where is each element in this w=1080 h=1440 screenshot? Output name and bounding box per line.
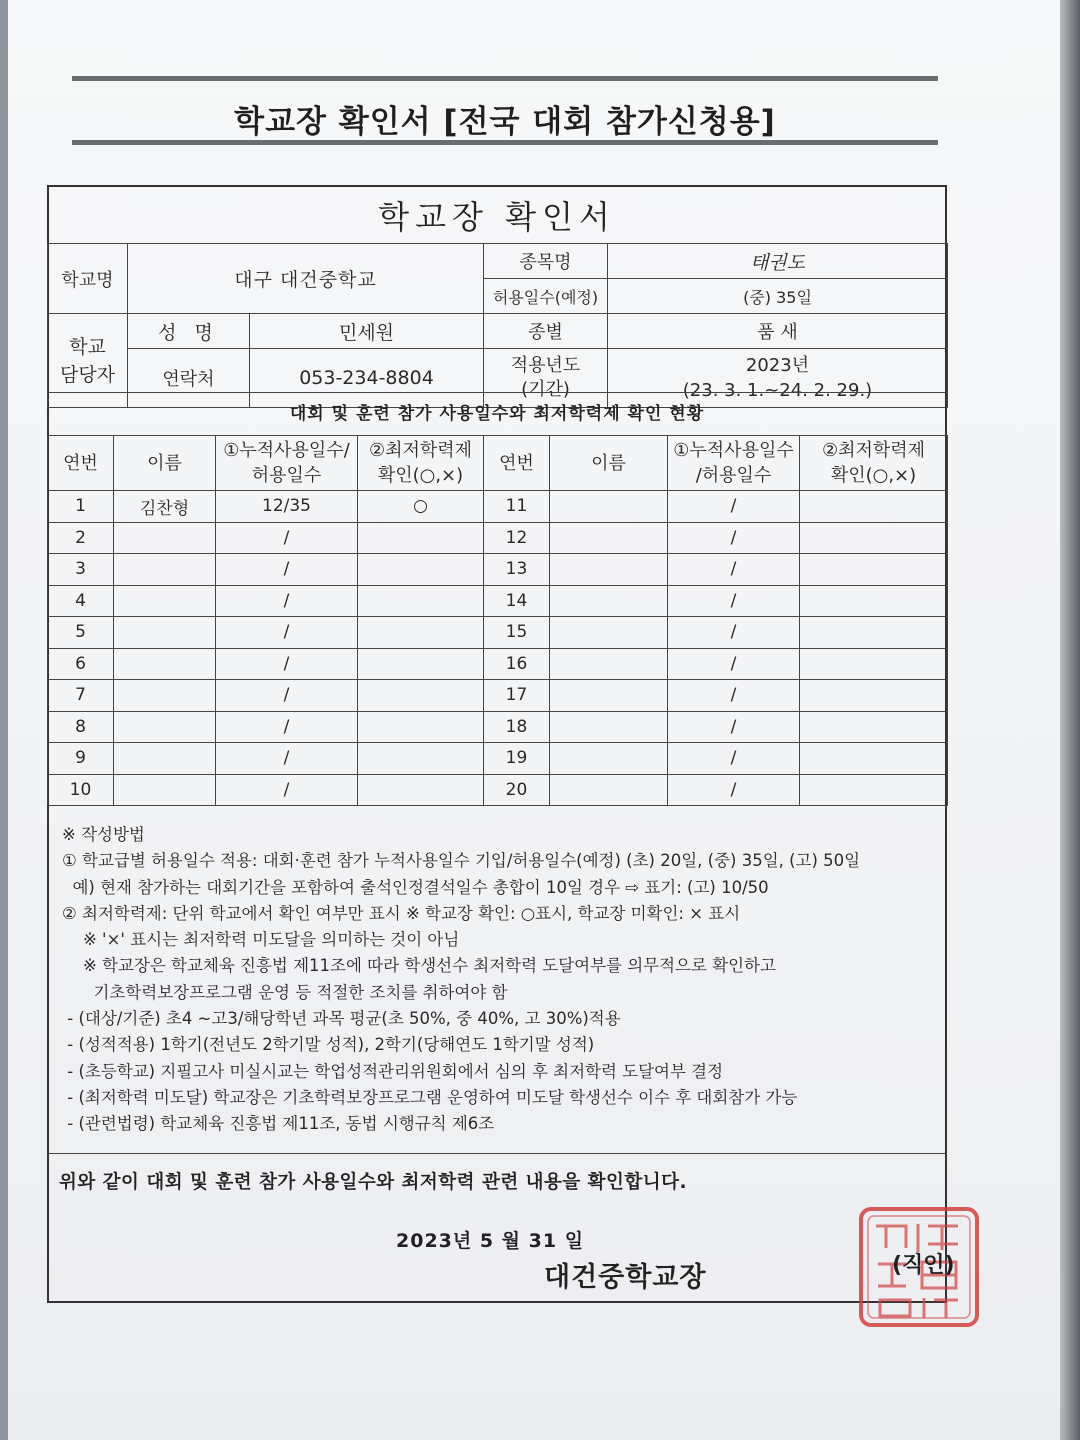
cell-left-days: 12/35 bbox=[216, 491, 358, 523]
cell-left-check bbox=[358, 680, 484, 712]
cell-right-no: 14 bbox=[484, 585, 550, 617]
table-row bbox=[48, 680, 948, 712]
header-academic: ②최저학력제 확인(○,×) bbox=[358, 436, 484, 491]
cell-left-name bbox=[114, 585, 216, 617]
cell-left-no: 5 bbox=[48, 617, 114, 649]
note-line: ※ 학교장은 학교체육 진흥법 제11조에 따라 학생선수 최저학력 도달여부를 의무적으로 확인하고 bbox=[62, 956, 776, 976]
cell-right-no: 18 bbox=[484, 711, 550, 743]
cell-right-check bbox=[800, 522, 948, 554]
cell-right-days: / bbox=[668, 554, 800, 586]
cell-right-name bbox=[550, 743, 668, 775]
cell-left-check bbox=[358, 711, 484, 743]
confirmation-text: 위와 같이 대회 및 훈련 참가 사용일수와 최저학력 관련 내용을 확인합니다. bbox=[59, 1172, 688, 1193]
cell-right-no: 16 bbox=[484, 648, 550, 680]
cell-left-name bbox=[114, 617, 216, 649]
cell-left-name bbox=[114, 743, 216, 775]
cell-left-no: 6 bbox=[48, 648, 114, 680]
school-label: 학교명 bbox=[48, 244, 128, 314]
header-days: ①누적사용일수 /허용일수 bbox=[668, 436, 800, 491]
cell-left-days: / bbox=[216, 554, 358, 586]
table-row bbox=[48, 554, 948, 586]
cell-left-no: 4 bbox=[48, 585, 114, 617]
cell-right-name bbox=[550, 774, 668, 806]
table-row bbox=[48, 617, 948, 649]
cell-left-name bbox=[114, 648, 216, 680]
cell-right-no: 15 bbox=[484, 617, 550, 649]
table-row bbox=[48, 491, 948, 523]
roster-table bbox=[47, 435, 948, 806]
cell-right-days: / bbox=[668, 491, 800, 523]
cell-right-check bbox=[800, 617, 948, 649]
cell-right-name bbox=[550, 491, 668, 523]
note-line: - (성적적용) 1학기(전년도 2학기말 성적), 2학기(당해연도 1학기말 성적) bbox=[62, 1035, 595, 1055]
cell-left-no: 2 bbox=[48, 522, 114, 554]
cell-right-name bbox=[550, 617, 668, 649]
info-table bbox=[47, 243, 948, 408]
cell-right-no: 12 bbox=[484, 522, 550, 554]
cell-left-days: / bbox=[216, 680, 358, 712]
cell-right-check bbox=[800, 554, 948, 586]
cell-right-no: 17 bbox=[484, 680, 550, 712]
cell-left-check bbox=[358, 554, 484, 586]
cell-right-days: / bbox=[668, 680, 800, 712]
cell-left-no: 9 bbox=[48, 743, 114, 775]
note-line: ※ 작성방법 bbox=[62, 825, 145, 844]
cell-left-days: / bbox=[216, 617, 358, 649]
cell-right-name bbox=[550, 585, 668, 617]
confirmation-row bbox=[47, 1153, 947, 1197]
cell-right-name bbox=[550, 711, 668, 743]
cell-right-name bbox=[550, 522, 668, 554]
cell-right-days: / bbox=[668, 522, 800, 554]
cell-left-check bbox=[358, 522, 484, 554]
cell-left-name bbox=[114, 554, 216, 586]
allowed-days-value: (중) 35일 bbox=[608, 279, 948, 314]
header-academic: ②최저학력제 확인(○,×) bbox=[800, 436, 948, 491]
note-line: - (최저학력 미도달) 학교장은 기초학력보장프로그램 운영하여 미도달 학생선수 이수 후 대회참가 가능 bbox=[62, 1087, 798, 1107]
note-line: 예) 현재 참가하는 대회기간을 포함하여 출석인정결석일수 총합이 10일 경우 ⇨ 표기: (고) 10/50 bbox=[62, 877, 769, 897]
cell-right-days: / bbox=[668, 774, 800, 806]
table-row bbox=[48, 648, 948, 680]
header-no: 연번 bbox=[484, 436, 550, 491]
period-label: 적용년도 (기간) bbox=[484, 349, 608, 408]
header-name: 이름 bbox=[550, 436, 668, 491]
cell-right-days: / bbox=[668, 743, 800, 775]
cell-right-days: / bbox=[668, 711, 800, 743]
header-days: ①누적사용일수/ 허용일수 bbox=[216, 436, 358, 491]
cell-right-name bbox=[550, 554, 668, 586]
cell-left-check: ○ bbox=[358, 491, 484, 523]
period-value: 2023년 (23. 3. 1.~24. 2. 29.) bbox=[608, 349, 948, 408]
header-name: 이름 bbox=[114, 436, 216, 491]
cell-left-name bbox=[114, 522, 216, 554]
name-value: 민세원 bbox=[250, 314, 484, 349]
manager-label: 학교 담당자 bbox=[48, 314, 128, 408]
event-label: 종목명 bbox=[484, 244, 608, 279]
cell-right-days: / bbox=[668, 648, 800, 680]
table-row bbox=[48, 711, 948, 743]
cell-right-check bbox=[800, 711, 948, 743]
note-line: ② 최저학력제: 단위 학교에서 확인 여부만 표시 ※ 학교장 확인: ○표시, 학교장 미확인: × 표시 bbox=[62, 903, 741, 923]
note-line: - (초등학교) 지필고사 미실시교는 학업성적관리위원회에서 심의 후 최저학력 도달여부 결정 bbox=[62, 1061, 724, 1081]
status-heading: 대회 및 훈련 참가 사용일수와 최저학력제 확인 현황 bbox=[47, 392, 947, 436]
type-label: 종별 bbox=[484, 314, 608, 349]
cell-left-days: / bbox=[216, 585, 358, 617]
cell-left-days: / bbox=[216, 711, 358, 743]
cell-right-no: 13 bbox=[484, 554, 550, 586]
cell-right-check bbox=[800, 491, 948, 523]
note-line: - (대상/기준) 초4 ~고3/해당학년 과목 평균(초 50%, 중 40%, 고 30%)적용 bbox=[62, 1009, 621, 1029]
issue-date: 2023년 5 월 31 일 bbox=[396, 1230, 585, 1252]
cell-left-no: 3 bbox=[48, 554, 114, 586]
table-row bbox=[48, 585, 948, 617]
notes-section bbox=[62, 822, 962, 1138]
cell-left-name bbox=[114, 711, 216, 743]
cell-right-check bbox=[800, 680, 948, 712]
principal-name: 대건중학교장 bbox=[544, 1262, 707, 1293]
event-value: 태권도 bbox=[608, 244, 948, 279]
cell-left-no: 8 bbox=[48, 711, 114, 743]
cell-left-name bbox=[114, 680, 216, 712]
header-rule-bottom bbox=[72, 140, 938, 145]
header-no: 연번 bbox=[48, 436, 114, 491]
cell-right-no: 20 bbox=[484, 774, 550, 806]
cell-left-check bbox=[358, 585, 484, 617]
note-line: 기초학력보장프로그램 운영 등 적절한 조치를 취하여야 함 bbox=[62, 982, 508, 1002]
cell-left-no: 1 bbox=[48, 491, 114, 523]
cell-left-check bbox=[358, 774, 484, 806]
note-line: ① 학교급별 허용일수 적용: 대회·훈련 참가 누적사용일수 기입/허용일수(예정) (초) 20일, (중) 35일, (고) 50일 bbox=[62, 851, 861, 871]
allowed-days-label: 허용일수(예정) bbox=[484, 279, 608, 314]
cell-right-no: 19 bbox=[484, 743, 550, 775]
cell-right-days: / bbox=[668, 585, 800, 617]
header-rule-top bbox=[72, 76, 938, 81]
cell-left-days: / bbox=[216, 522, 358, 554]
cell-right-name bbox=[550, 648, 668, 680]
cell-left-name: 김찬형 bbox=[114, 491, 216, 523]
cell-left-name bbox=[114, 774, 216, 806]
table-row bbox=[48, 743, 948, 775]
table-row bbox=[48, 522, 948, 554]
cell-right-check bbox=[800, 648, 948, 680]
cell-right-check bbox=[800, 585, 948, 617]
school-value: 대구 대건중학교 bbox=[128, 244, 484, 314]
note-line: ※ '×' 표시는 최저학력 미도달을 의미하는 것이 아님 bbox=[62, 930, 460, 950]
document-header-title: 학교장 확인서 [전국 대회 참가신청용] bbox=[234, 104, 776, 140]
cell-left-no: 7 bbox=[48, 680, 114, 712]
form-title: 학교장 확인서 bbox=[378, 198, 616, 236]
cell-left-check bbox=[358, 648, 484, 680]
cell-left-check bbox=[358, 617, 484, 649]
cell-left-days: / bbox=[216, 743, 358, 775]
type-value: 품 새 bbox=[608, 314, 948, 349]
cell-right-check bbox=[800, 743, 948, 775]
background-edge bbox=[1060, 0, 1080, 1440]
cell-right-name bbox=[550, 680, 668, 712]
contact-value: 053-234-8804 bbox=[250, 349, 484, 408]
contact-label: 연락처 bbox=[128, 349, 250, 408]
cell-left-days: / bbox=[216, 774, 358, 806]
name-label: 성 명 bbox=[128, 314, 250, 349]
cell-left-no: 10 bbox=[48, 774, 114, 806]
cell-left-days: / bbox=[216, 648, 358, 680]
table-row bbox=[48, 774, 948, 806]
cell-right-days: / bbox=[668, 617, 800, 649]
cell-right-check bbox=[800, 774, 948, 806]
cell-left-check bbox=[358, 743, 484, 775]
cell-right-no: 11 bbox=[484, 491, 550, 523]
seal-label: (직인) bbox=[892, 1253, 955, 1278]
note-line: - (관련법령) 학교체육 진흥법 제11조, 동법 시행규칙 제6조 bbox=[62, 1114, 495, 1134]
